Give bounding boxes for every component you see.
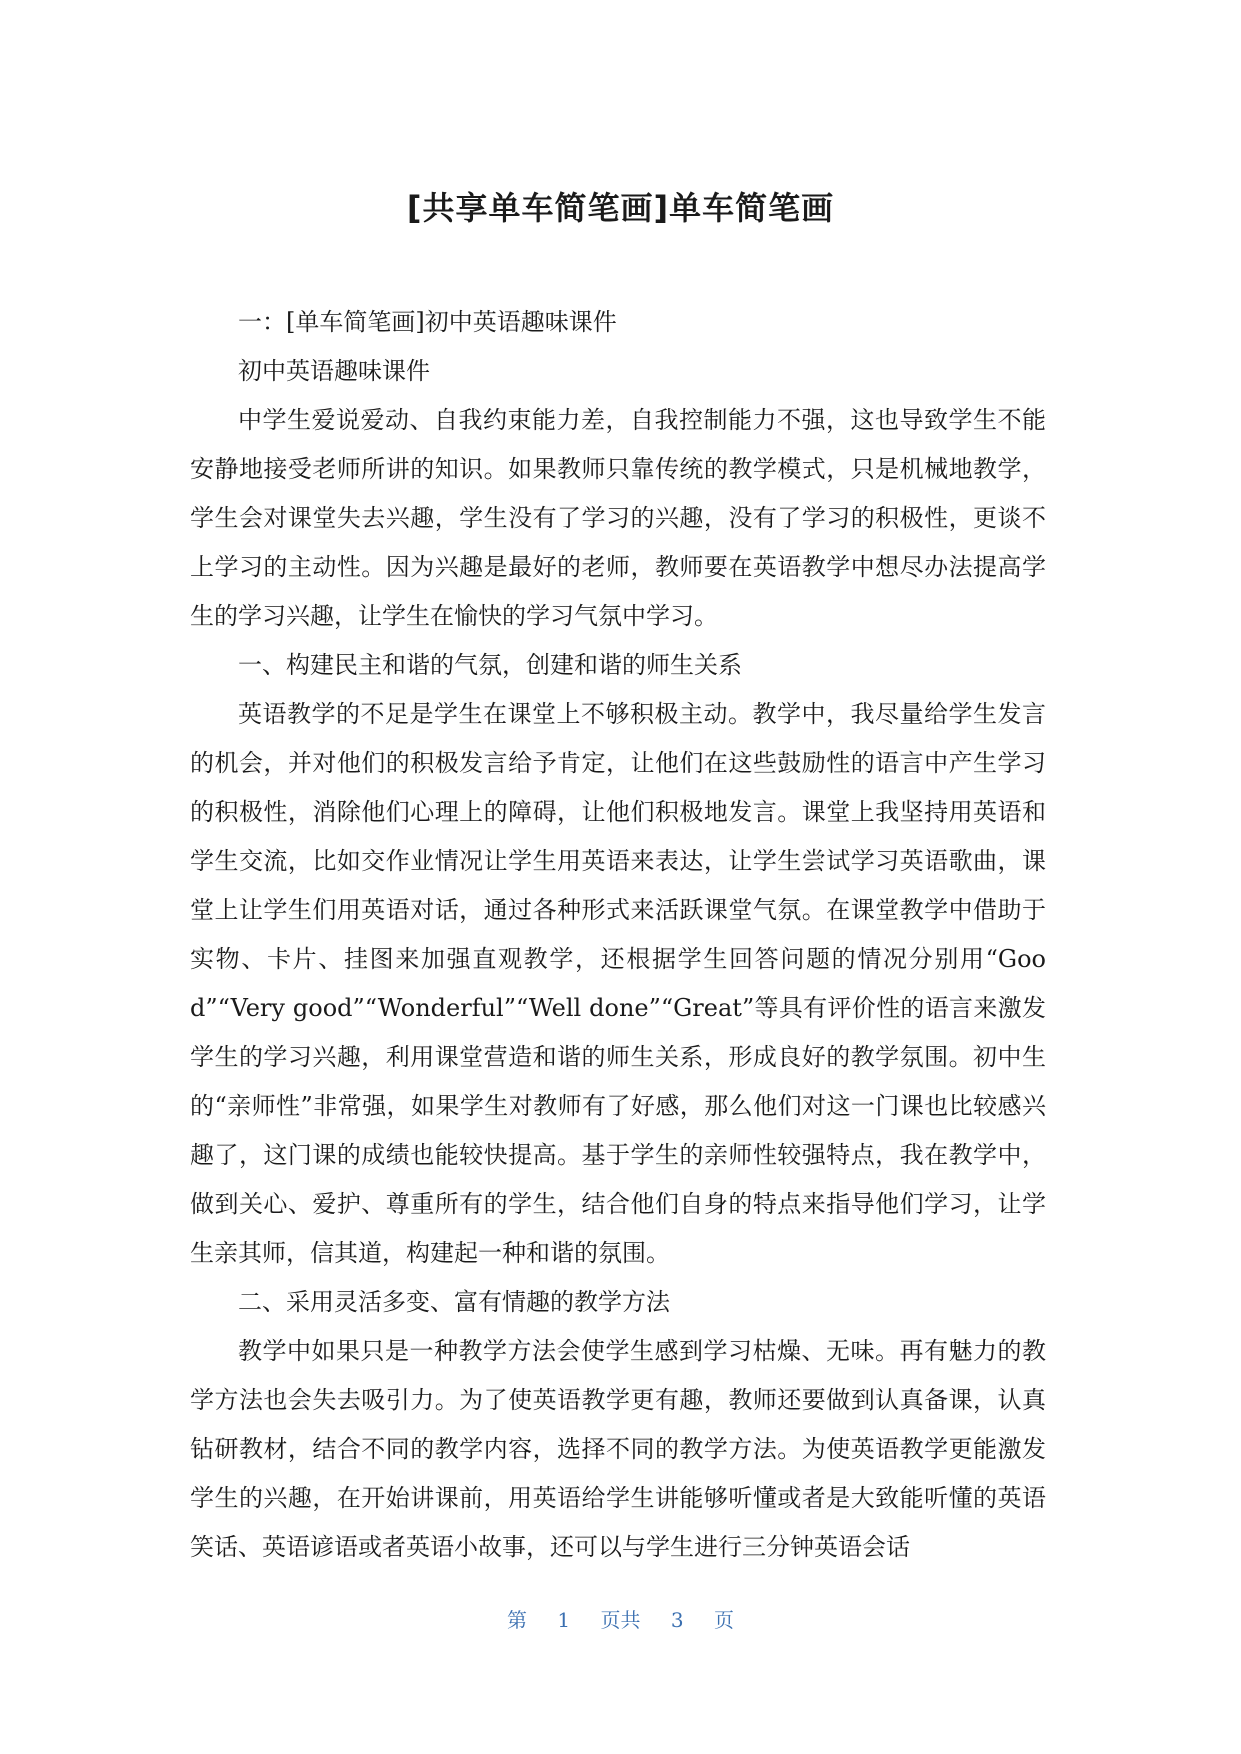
paragraph: 教学中如果只是一种教学方法会使学生感到学习枯燥、无味。再有魅力的教学方法也会失去吸引力。为了使英语教学更有趣，教师还要做到认真备课，认真钻研教材，结合不同的教学内容，选择不同的教学方法。为使英语教学更能激发学生的兴趣，在开始讲课前，用英语给学生讲能够听懂或者是大致能听懂的英语笑话、英语谚语或者英语小故事，还可以与学生进行三分钟英语会话 [190, 1337, 1046, 1561]
section-heading: 二、采用灵活多变、富有情趣的教学方法 [238, 1288, 670, 1316]
paragraph: 中学生爱说爱动、自我约束能力差，自我控制能力不强，这也导致学生不能安静地接受老师所讲的知识。如果教师只靠传统的教学模式，只是机械地教学，学生会对课堂失去兴趣，学生没有了学习的兴趣，没有了学习的积极性，更谈不上学习的主动性。因为兴趣是最好的老师，教师要在英语教学中想尽办法提高学生的学习兴趣，让学生在愉快的学习气氛中学习。 [190, 406, 1046, 630]
paragraph-heading: 一：[单车简笔画]初中英语趣味课件 [238, 308, 617, 336]
paragraph-subheading: 初中英语趣味课件 [238, 357, 430, 385]
footer-total-pages: 3 [670, 1608, 684, 1632]
footer-page-number: 1 [557, 1608, 571, 1632]
footer-middle: 页共 [600, 1608, 641, 1632]
footer-prefix: 第 [507, 1608, 528, 1632]
page-title: [共享单车简笔画]单车简笔画 [406, 189, 835, 227]
section-heading: 一、构建民主和谐的气氛，创建和谐的师生关系 [238, 651, 742, 679]
document-body [190, 298, 1046, 1572]
page-footer [0, 1606, 1241, 1634]
footer-suffix: 页 [713, 1608, 734, 1632]
paragraph: 英语教学的不足是学生在课堂上不够积极主动。教学中，我尽量给学生发言的机会，并对他们的积极发言给予肯定，让他们在这些鼓励性的语言中产生学习的积极性，消除他们心理上的障碍，让他们积极地发言。课堂上我坚持用英语和学生交流，比如交作业情况让学生用英语来表达，让学生尝试学习英语歌曲，课堂上让学生们用英语对话，通过各种形式来活跃课堂气氛。在课堂教学中借助于实物、卡片、挂图来加强直观教学，还根据学生回答问题的情况分别用“Good”“Very good”“Wonderful”“Well done”“Great”等具有评价性的语言来激发学生的学习兴趣，利用课堂营造和谐的师生关系，形成良好的教学氛围。初中生的“亲师性”非常强，如果学生对教师有了好感，那么他们对这一门课也比较感兴趣了，这门课的成绩也能较快提高。基于学生的亲师性较强特点，我在教学中，做到关心、爱护、尊重所有的学生，结合他们自身的特点来指导他们学习，让学生亲其师，信其道，构建起一种和谐的氛围。 [190, 700, 1046, 1267]
